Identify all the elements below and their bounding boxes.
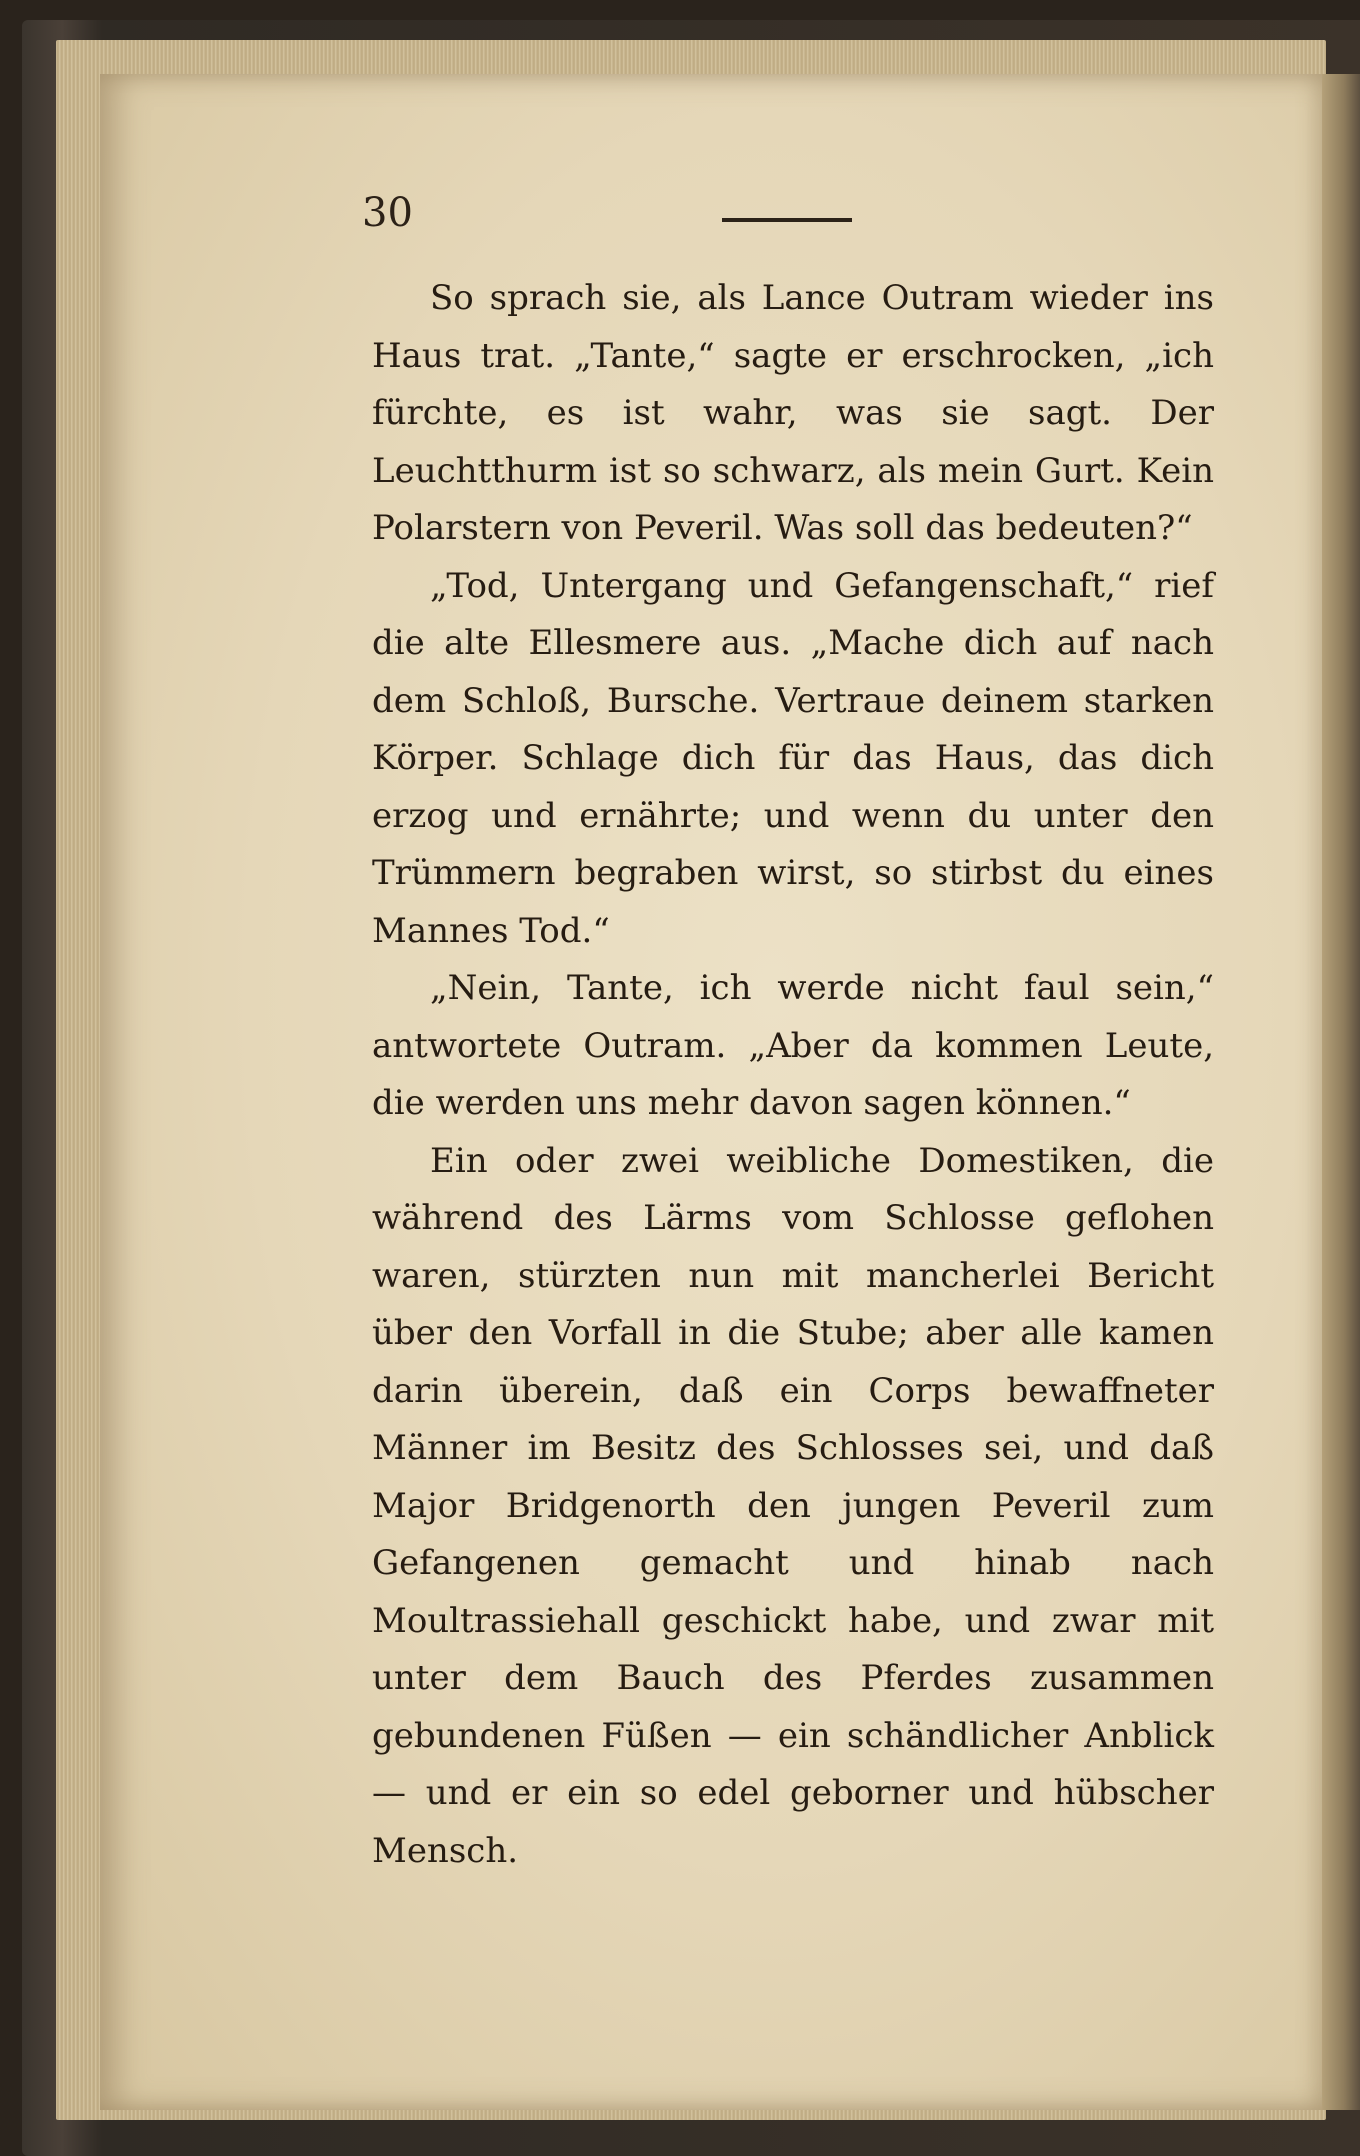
right-page-edge (1320, 74, 1360, 2110)
paragraph: So sprach sie, als Lance Outram wieder ins Haus trat. „Tante,“ sagte er erschrocken, „ich fürchte, es ist wahr, was sie sagt. Der Leuchtthurm ist so schwarz, als mein Gurt. Kein Polarstern von Peveril. Was soll das bedeuten?“ (372, 278, 1214, 548)
body-text (372, 270, 1214, 1880)
paragraph: „Nein, Tante, ich werde nicht faul sein,“ antwortete Outram. „Aber da kommen Leute, die werden uns mehr davon sagen können.“ (372, 968, 1214, 1123)
paragraph: „Tod, Untergang und Gefangenschaft,“ rief die alte Ellesmere aus. „Mache dich auf nach dem Schloß, Bursche. Vertraue deinem starken Körper. Schlage dich für das Haus, das dich erzog und ernährte; und wenn du unter den Trümmern begraben wirst, so stirbst du eines Mannes Tod.“ (372, 565, 1214, 951)
header-rule (722, 218, 852, 222)
page-number: 30 (362, 190, 413, 236)
paragraph: Ein oder zwei weibliche Domestiken, die während des Lärms vom Schlosse geflohen waren, stürzten nun mit mancherlei Bericht über den Vorfall in die Stube; aber alle kamen darin überein, daß ein Corps bewaffneter Männer im Besitz des Schlosses sei, und daß Major Bridgenorth den jungen Peveril zum Gefangenen gemacht und hinab nach Moultrassiehall geschickt habe, und zwar mit unter dem Bauch des Pferdes zusammen gebundenen Füßen — ein schändlicher Anblick — und er ein so edel geborner und hübscher Mensch. (372, 1140, 1214, 1871)
page-header (362, 190, 1122, 250)
